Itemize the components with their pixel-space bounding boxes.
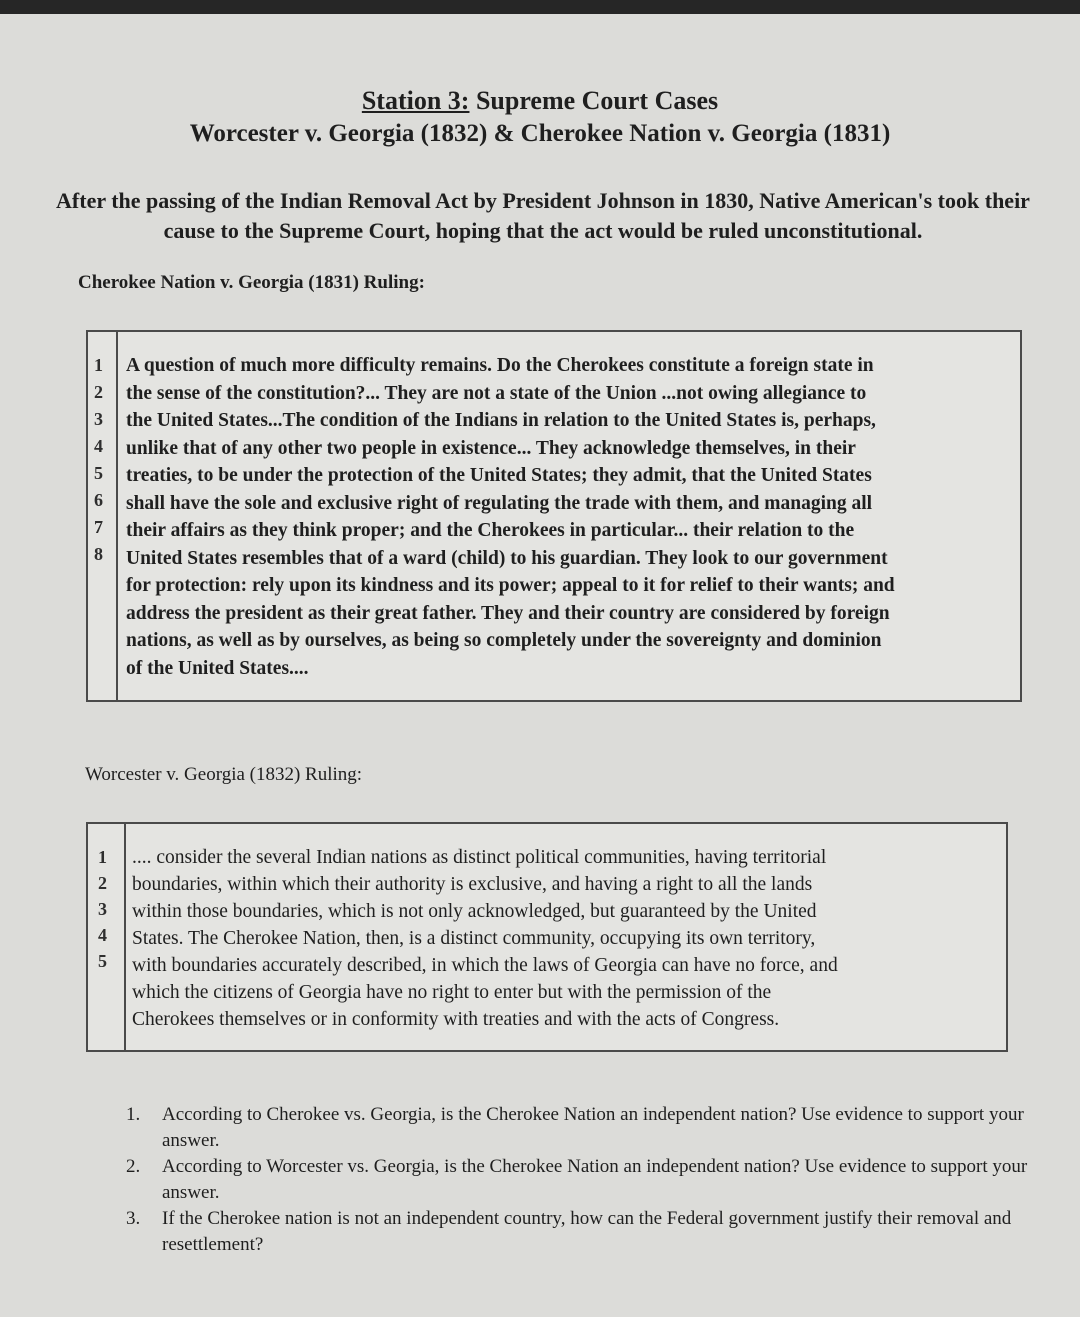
line-number: 6	[94, 490, 103, 510]
quote-line: the United States...The condition of the Indians in relation to the United States is, perhaps,	[126, 410, 876, 431]
top-bezel	[0, 0, 1080, 14]
line-number: 5	[94, 463, 103, 483]
quote-line: of the United States....	[126, 657, 309, 679]
line-number: 3	[98, 899, 107, 919]
line-number: 2	[94, 382, 103, 402]
cherokee-ruling-label: Cherokee Nation v. Georgia (1831) Ruling:	[78, 272, 425, 293]
line-number: 1	[98, 847, 107, 867]
question-text: According to Worcester vs. Georgia, is the Cherokee Nation an independent nation? Use evidence to support your answer.	[162, 1156, 1028, 1203]
line-number: 4	[98, 925, 107, 945]
question-item	[126, 1206, 1036, 1258]
question-number: 3.	[126, 1208, 141, 1229]
question-text: According to Cherokee vs. Georgia, is the Cherokee Nation an independent nation? Use evidence to support your answer.	[162, 1104, 1024, 1151]
quote-line: address the president as their great father. They and their country are considered by foreign	[126, 602, 890, 624]
line-number: 5	[98, 951, 107, 971]
quote-line: .... consider the several Indian nations as distinct political communities, having territorial	[132, 847, 827, 868]
quote-line: with boundaries accurately described, in which the laws of Georgia can have no force, and	[132, 955, 838, 976]
line-number: 1	[94, 355, 103, 375]
quote-line: unlike that of any other two people in existence... They acknowledge themselves, in their	[126, 437, 856, 459]
worksheet-page	[0, 14, 1080, 1317]
quote-line: which the citizens of Georgia have no right to enter but with the permission of the	[132, 982, 772, 1003]
line-number-gutter	[88, 824, 126, 1050]
quote-line: Cherokees themselves or in conformity with treaties and with the acts of Congress.	[132, 1009, 780, 1030]
line-number: 7	[94, 517, 103, 537]
intro-paragraph: After the passing of the Indian Removal Act by President Johnson in 1830, Native American's took their cause to the Supreme Court, hoping that the act would be ruled unconstitutional.	[56, 188, 1030, 243]
quote-line: boundaries, within which their authority is exclusive, and having a right to all the lands	[132, 874, 813, 895]
line-number-gutter	[88, 332, 118, 700]
quote-line: States. The Cherokee Nation, then, is a distinct community, occupying its own territory,	[132, 928, 816, 949]
quote-line: for protection: rely upon its kindness and its power; appeal to it for relief to their wants; and	[126, 575, 895, 596]
quote-line: the sense of the constitution?... They are not a state of the Union ...not owing allegiance to	[126, 382, 867, 404]
question-item	[126, 1102, 1036, 1154]
quote-line: United States resembles that of a ward (child) to his guardian. They look to our government	[126, 547, 888, 569]
line-number: 4	[94, 436, 103, 456]
question-text: If the Cherokee nation is not an independent country, how can the Federal government justify their removal and resettlement?	[162, 1208, 1012, 1255]
quote-line: nations, as well as by ourselves, as being so completely under the sovereignty and dominion	[126, 630, 882, 651]
cherokee-ruling-text	[126, 352, 1006, 682]
quote-line: within those boundaries, which is not only acknowledged, but guaranteed by the United	[132, 901, 817, 922]
question-list	[126, 1102, 1036, 1258]
line-number: 2	[98, 873, 107, 893]
page-title	[0, 86, 1080, 116]
quote-line: their affairs as they think proper; and the Cherokees in particular... their relation to the	[126, 520, 855, 541]
question-number: 2.	[126, 1156, 141, 1177]
cherokee-ruling-box	[86, 330, 1022, 702]
line-number: 3	[94, 409, 103, 429]
worcester-ruling-text	[132, 844, 992, 1033]
page-subtitle: Worcester v. Georgia (1832) & Cherokee Nation v. Georgia (1831)	[189, 120, 891, 147]
question-item	[126, 1154, 1036, 1206]
worcester-ruling-label: Worcester v. Georgia (1832) Ruling:	[85, 764, 363, 785]
station-label: Station 3:	[361, 86, 470, 115]
worcester-ruling-box	[86, 822, 1008, 1052]
quote-line: A question of much more difficulty remains. Do the Cherokees constitute a foreign state in	[126, 355, 874, 376]
quote-line: shall have the sole and exclusive right of regulating the trade with them, and managing all	[126, 492, 873, 514]
line-number: 8	[94, 544, 103, 564]
question-number: 1.	[126, 1104, 141, 1125]
quote-line: treaties, to be under the protection of the United States; they admit, that the United States	[126, 465, 872, 486]
title-rest: Supreme Court Cases	[469, 86, 719, 115]
